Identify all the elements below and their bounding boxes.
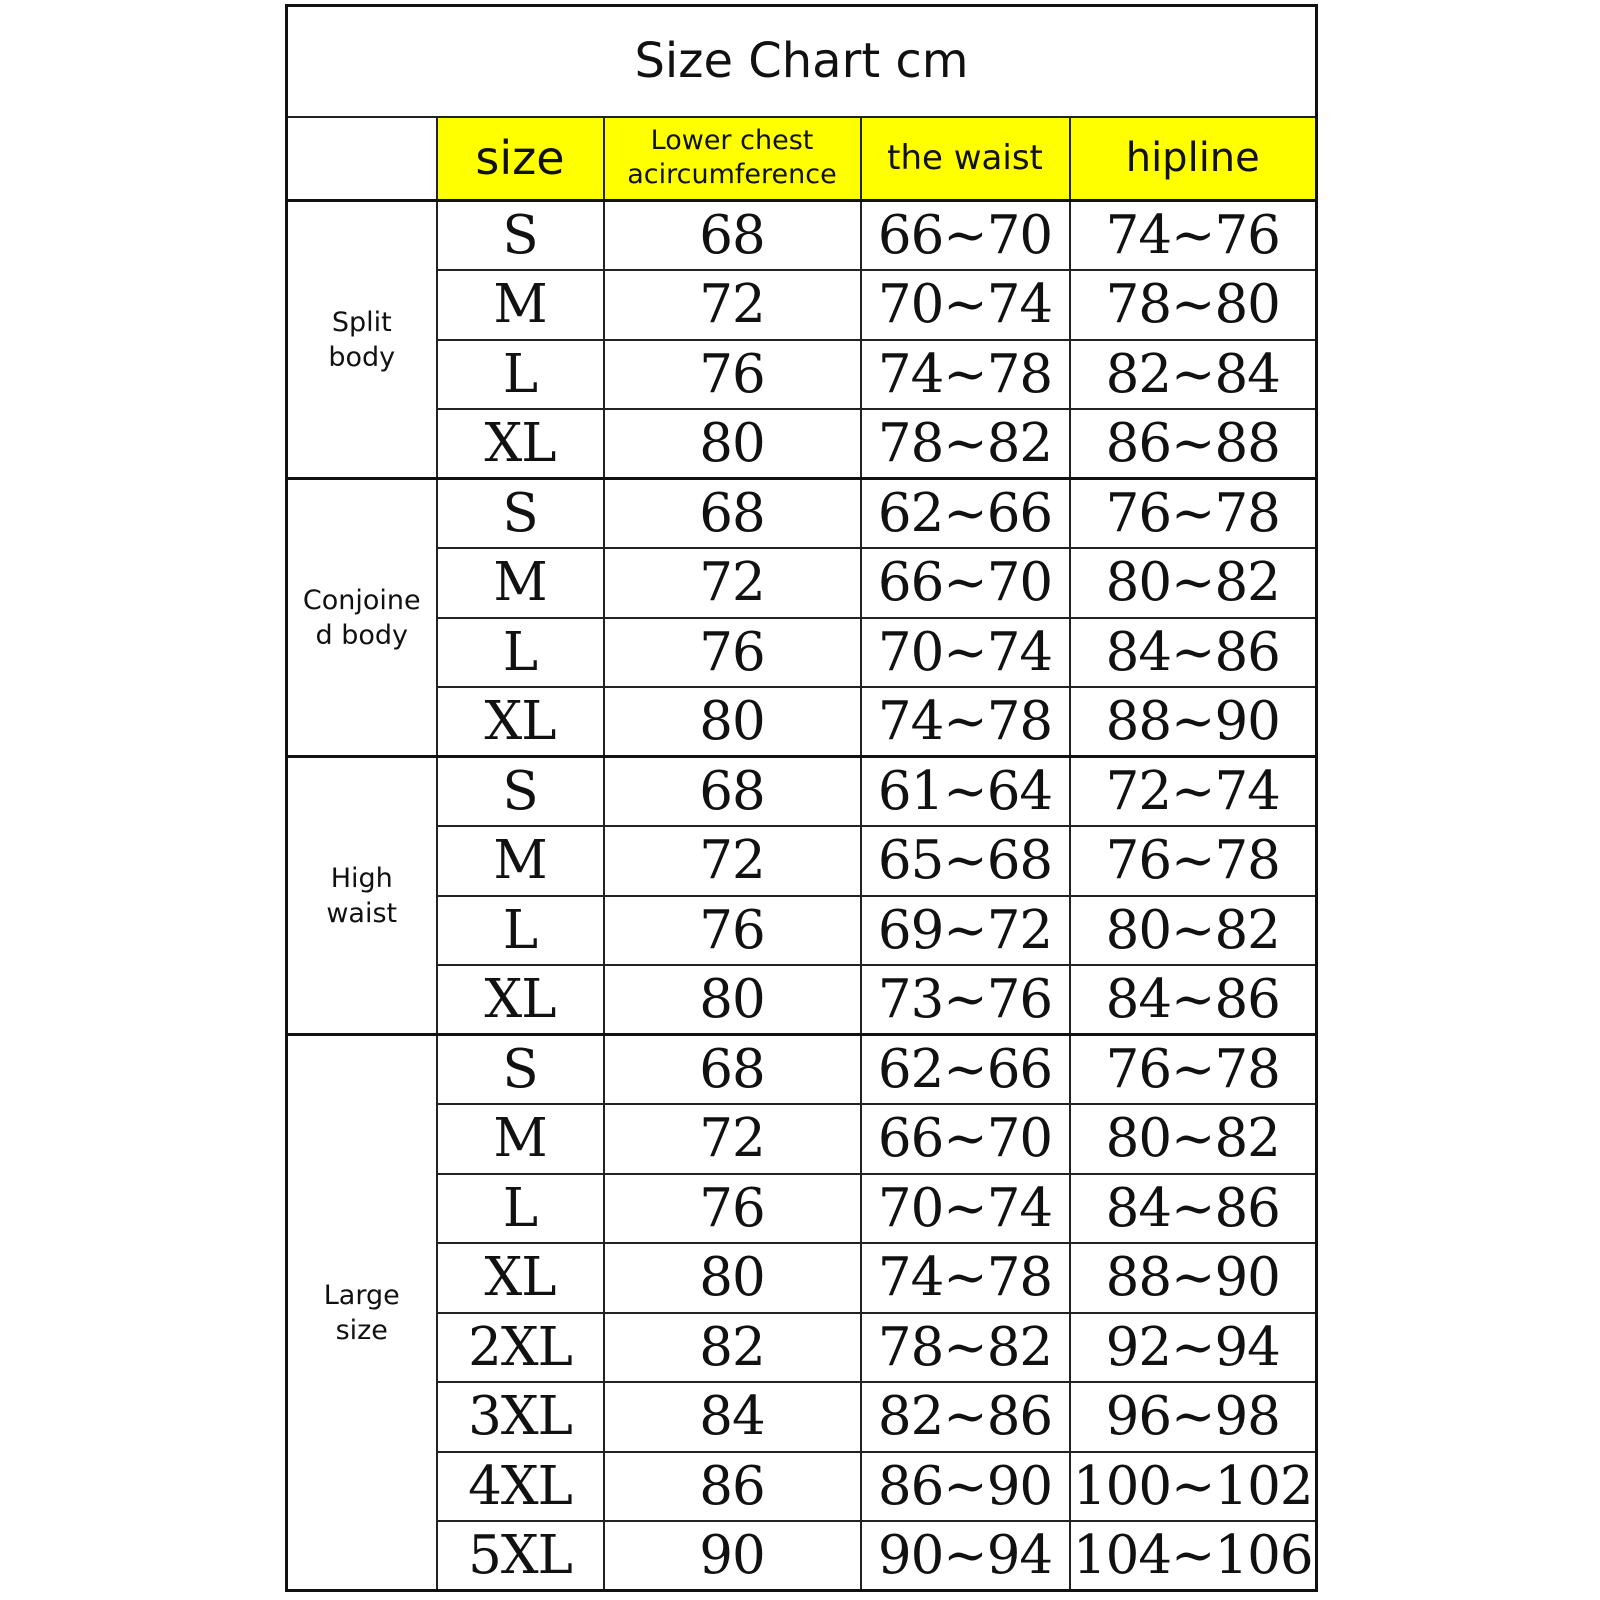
lower-chest-cell: 82 xyxy=(604,1313,861,1383)
waist-cell: 62~66 xyxy=(861,479,1070,549)
waist-cell: 90~94 xyxy=(861,1521,1070,1591)
hipline-cell: 72~74 xyxy=(1070,757,1317,827)
lower-chest-cell: 80 xyxy=(604,687,861,757)
hipline-cell: 96~98 xyxy=(1070,1382,1317,1452)
lower-chest-cell: 72 xyxy=(604,548,861,618)
lower-chest-cell: 80 xyxy=(604,409,861,479)
table-row xyxy=(287,548,1317,618)
header-size: size xyxy=(437,117,604,201)
waist-cell: 65~68 xyxy=(861,826,1070,896)
hipline-cell: 88~90 xyxy=(1070,1243,1317,1313)
size-cell: 5XL xyxy=(437,1521,604,1591)
waist-cell: 74~78 xyxy=(861,687,1070,757)
size-cell: XL xyxy=(437,965,604,1035)
header-blank-cell xyxy=(287,117,437,201)
size-cell: XL xyxy=(437,1243,604,1313)
waist-cell: 66~70 xyxy=(861,1104,1070,1174)
size-cell: M xyxy=(437,826,604,896)
hipline-cell: 76~78 xyxy=(1070,826,1317,896)
table-row xyxy=(287,1521,1317,1591)
table-row xyxy=(287,1104,1317,1174)
hipline-cell: 84~86 xyxy=(1070,618,1317,688)
table-row xyxy=(287,965,1317,1035)
hipline-cell: 80~82 xyxy=(1070,896,1317,966)
size-cell: L xyxy=(437,618,604,688)
table-row xyxy=(287,757,1317,827)
hipline-cell: 100~102 xyxy=(1070,1452,1317,1522)
lower-chest-cell: 68 xyxy=(604,1035,861,1105)
group-label: Conjoine d body xyxy=(287,479,437,757)
hipline-cell: 80~82 xyxy=(1070,1104,1317,1174)
size-cell: L xyxy=(437,1174,604,1244)
size-cell: L xyxy=(437,340,604,410)
table-row xyxy=(287,1452,1317,1522)
lower-chest-cell: 76 xyxy=(604,618,861,688)
table-row xyxy=(287,270,1317,340)
table-row xyxy=(287,409,1317,479)
hipline-cell: 76~78 xyxy=(1070,1035,1317,1105)
hipline-cell: 88~90 xyxy=(1070,687,1317,757)
waist-cell: 74~78 xyxy=(861,340,1070,410)
table-row xyxy=(287,1035,1317,1105)
waist-cell: 62~66 xyxy=(861,1035,1070,1105)
waist-cell: 66~70 xyxy=(861,201,1070,271)
waist-cell: 73~76 xyxy=(861,965,1070,1035)
lower-chest-cell: 76 xyxy=(604,896,861,966)
lower-chest-cell: 80 xyxy=(604,1243,861,1313)
header-lower-chest: Lower chest acircumference xyxy=(604,117,861,201)
lower-chest-cell: 80 xyxy=(604,965,861,1035)
table-row xyxy=(287,826,1317,896)
hipline-cell: 76~78 xyxy=(1070,479,1317,549)
hipline-cell: 78~80 xyxy=(1070,270,1317,340)
lower-chest-cell: 76 xyxy=(604,340,861,410)
size-cell: 2XL xyxy=(437,1313,604,1383)
table-row xyxy=(287,1174,1317,1244)
size-cell: 4XL xyxy=(437,1452,604,1522)
table-row xyxy=(287,1313,1317,1383)
waist-cell: 70~74 xyxy=(861,1174,1070,1244)
hipline-cell: 86~88 xyxy=(1070,409,1317,479)
waist-cell: 82~86 xyxy=(861,1382,1070,1452)
size-chart-table xyxy=(285,4,1318,1592)
waist-cell: 66~70 xyxy=(861,548,1070,618)
size-cell: L xyxy=(437,896,604,966)
size-cell: XL xyxy=(437,409,604,479)
waist-cell: 74~78 xyxy=(861,1243,1070,1313)
waist-cell: 86~90 xyxy=(861,1452,1070,1522)
chart-title: Size Chart cm xyxy=(287,6,1317,117)
lower-chest-cell: 72 xyxy=(604,826,861,896)
hipline-cell: 84~86 xyxy=(1070,1174,1317,1244)
waist-cell: 70~74 xyxy=(861,270,1070,340)
header-waist: the waist xyxy=(861,117,1070,201)
lower-chest-cell: 84 xyxy=(604,1382,861,1452)
table-row xyxy=(287,1382,1317,1452)
hipline-cell: 74~76 xyxy=(1070,201,1317,271)
table-row xyxy=(287,479,1317,549)
waist-cell: 70~74 xyxy=(861,618,1070,688)
size-cell: M xyxy=(437,270,604,340)
group-label: High waist xyxy=(287,757,437,1035)
size-cell: S xyxy=(437,201,604,271)
hipline-cell: 104~106 xyxy=(1070,1521,1317,1591)
table-row xyxy=(287,618,1317,688)
lower-chest-cell: 68 xyxy=(604,479,861,549)
hipline-cell: 92~94 xyxy=(1070,1313,1317,1383)
size-chart xyxy=(285,4,1315,1600)
table-row xyxy=(287,201,1317,271)
table-row xyxy=(287,687,1317,757)
hipline-cell: 84~86 xyxy=(1070,965,1317,1035)
size-cell: M xyxy=(437,1104,604,1174)
size-cell: S xyxy=(437,757,604,827)
hipline-cell: 82~84 xyxy=(1070,340,1317,410)
waist-cell: 69~72 xyxy=(861,896,1070,966)
hipline-cell: 80~82 xyxy=(1070,548,1317,618)
lower-chest-cell: 68 xyxy=(604,757,861,827)
size-cell: S xyxy=(437,479,604,549)
lower-chest-cell: 86 xyxy=(604,1452,861,1522)
waist-cell: 61~64 xyxy=(861,757,1070,827)
table-row xyxy=(287,896,1317,966)
lower-chest-cell: 68 xyxy=(604,201,861,271)
waist-cell: 78~82 xyxy=(861,1313,1070,1383)
size-cell: M xyxy=(437,548,604,618)
header-hipline: hipline xyxy=(1070,117,1317,201)
size-cell: XL xyxy=(437,687,604,757)
table-row xyxy=(287,1243,1317,1313)
size-cell: S xyxy=(437,1035,604,1105)
group-label: Large size xyxy=(287,1035,437,1591)
lower-chest-cell: 76 xyxy=(604,1174,861,1244)
group-label: Split body xyxy=(287,201,437,479)
lower-chest-cell: 72 xyxy=(604,270,861,340)
lower-chest-cell: 90 xyxy=(604,1521,861,1591)
waist-cell: 78~82 xyxy=(861,409,1070,479)
lower-chest-cell: 72 xyxy=(604,1104,861,1174)
size-cell: 3XL xyxy=(437,1382,604,1452)
table-row xyxy=(287,340,1317,410)
